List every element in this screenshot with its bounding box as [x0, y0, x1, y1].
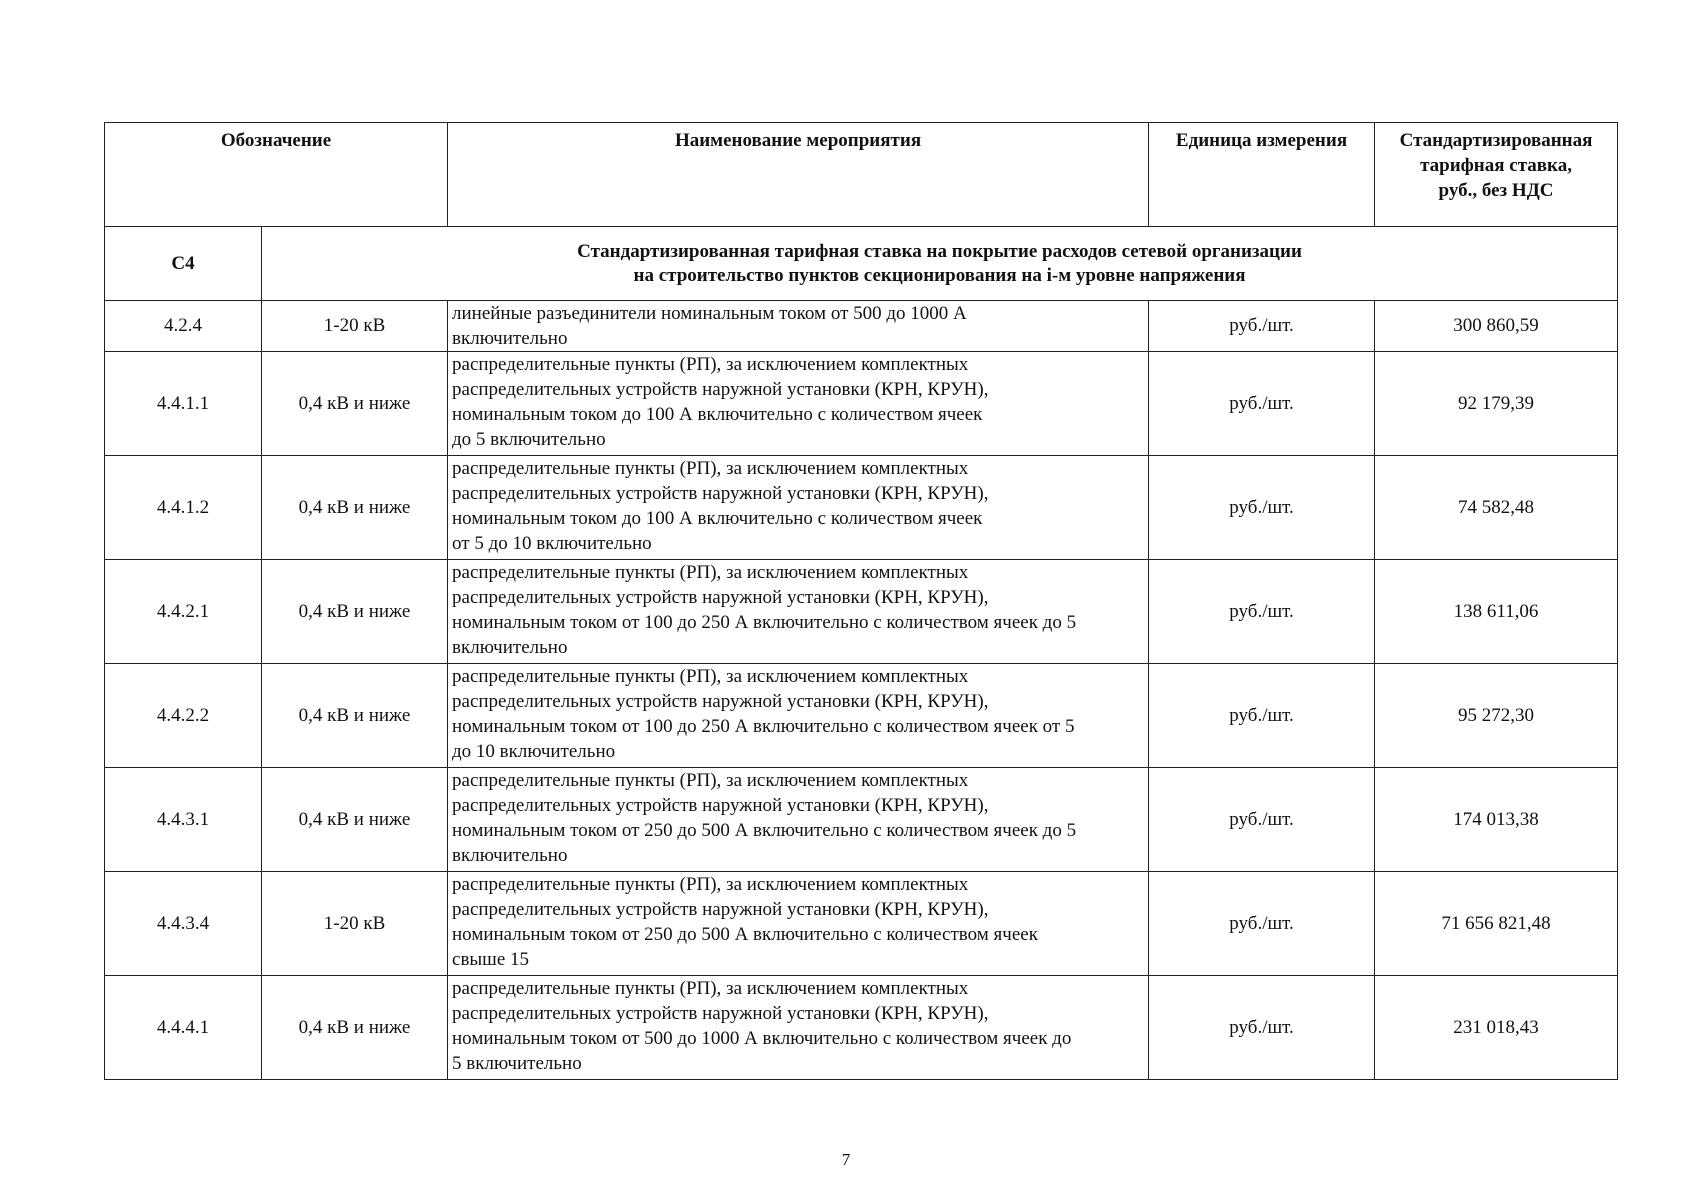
- table-row: [105, 352, 1618, 456]
- row-name-line: линейные разъединители номинальным током от 500 до 1000 А: [452, 303, 967, 324]
- row-unit: руб./шт.: [1149, 352, 1375, 456]
- row-name-line: распределительных устройств наружной установки (КРН, КРУН),: [452, 483, 989, 504]
- row-unit: руб./шт.: [1149, 976, 1375, 1080]
- row-voltage: 0,4 кВ и ниже: [262, 768, 448, 872]
- table-row: [105, 664, 1618, 768]
- row-rate: 300 860,59: [1375, 301, 1618, 352]
- row-voltage: 0,4 кВ и ниже: [262, 664, 448, 768]
- row-name: [448, 352, 1149, 456]
- row-name-line: номинальным током от 250 до 500 А включительно с количеством ячеек: [452, 924, 1038, 945]
- section-title: [262, 227, 1618, 301]
- row-name-line: номинальным током до 100 А включительно с количеством ячеек: [452, 404, 983, 425]
- row-name-line: свыше 15: [452, 949, 529, 970]
- row-rate: 71 656 821,48: [1375, 872, 1618, 976]
- row-name: [448, 560, 1149, 664]
- row-voltage: 1-20 кВ: [262, 872, 448, 976]
- row-name-line: распределительные пункты (РП), за исключением комплектных: [452, 562, 969, 583]
- table-row: [105, 301, 1618, 352]
- row-name-line: до 10 включительно: [452, 741, 616, 762]
- row-name-line: номинальным током от 500 до 1000 А включительно с количеством ячеек до: [452, 1028, 1072, 1049]
- header-row: [105, 123, 1618, 227]
- table-row: [105, 976, 1618, 1080]
- row-name-line: 5 включительно: [452, 1053, 582, 1074]
- header-event-name: Наименование мероприятия: [448, 123, 1149, 227]
- row-name: [448, 664, 1149, 768]
- row-name: [448, 456, 1149, 560]
- tariff-table: [104, 122, 1618, 1080]
- header-designation: Обозначение: [105, 123, 448, 227]
- row-code: 4.4.2.2: [105, 664, 262, 768]
- table-row: [105, 768, 1618, 872]
- row-name-line: номинальным током до 100 А включительно с количеством ячеек: [452, 508, 983, 529]
- row-name: [448, 872, 1149, 976]
- row-name-line: распределительные пункты (РП), за исключением комплектных: [452, 978, 969, 999]
- row-rate: 74 582,48: [1375, 456, 1618, 560]
- row-name-line: распределительные пункты (РП), за исключением комплектных: [452, 354, 969, 375]
- row-name-line: включительно: [452, 845, 568, 866]
- row-voltage: 0,4 кВ и ниже: [262, 976, 448, 1080]
- row-name-line: распределительных устройств наружной установки (КРН, КРУН),: [452, 1003, 989, 1024]
- table-row: [105, 456, 1618, 560]
- row-code: 4.2.4: [105, 301, 262, 352]
- row-voltage: 0,4 кВ и ниже: [262, 456, 448, 560]
- row-name-line: распределительных устройств наружной установки (КРН, КРУН),: [452, 587, 989, 608]
- row-rate: 231 018,43: [1375, 976, 1618, 1080]
- row-voltage: 1-20 кВ: [262, 301, 448, 352]
- row-unit: руб./шт.: [1149, 301, 1375, 352]
- row-code: 4.4.1.2: [105, 456, 262, 560]
- row-rate: 174 013,38: [1375, 768, 1618, 872]
- row-rate: 92 179,39: [1375, 352, 1618, 456]
- section-code: С4: [105, 227, 262, 301]
- row-name: [448, 301, 1149, 352]
- row-name-line: распределительные пункты (РП), за исключением комплектных: [452, 458, 969, 479]
- row-name-line: распределительные пункты (РП), за исключением комплектных: [452, 874, 969, 895]
- row-voltage: 0,4 кВ и ниже: [262, 352, 448, 456]
- section-title-line1: Стандартизированная тарифная ставка на покрытие расходов сетевой организации: [577, 240, 1302, 262]
- row-unit: руб./шт.: [1149, 560, 1375, 664]
- row-name-line: от 5 до 10 включительно: [452, 533, 652, 554]
- row-rate: 95 272,30: [1375, 664, 1618, 768]
- row-voltage: 0,4 кВ и ниже: [262, 560, 448, 664]
- row-name-line: включительно: [452, 637, 568, 658]
- row-unit: руб./шт.: [1149, 456, 1375, 560]
- row-code: 4.4.3.4: [105, 872, 262, 976]
- header-rate-line2: тарифная ставка,: [1420, 155, 1572, 176]
- row-name-line: до 5 включительно: [452, 429, 606, 450]
- row-name-line: номинальным током от 100 до 250 А включительно с количеством ячеек до 5: [452, 612, 1077, 633]
- row-name: [448, 976, 1149, 1080]
- row-code: 4.4.2.1: [105, 560, 262, 664]
- page-number: 7: [841, 1150, 851, 1169]
- row-name-line: номинальным током от 250 до 500 А включительно с количеством ячеек до 5: [452, 820, 1077, 841]
- row-unit: руб./шт.: [1149, 768, 1375, 872]
- row-name-line: распределительных устройств наружной установки (КРН, КРУН),: [452, 899, 989, 920]
- section-row: [105, 227, 1618, 301]
- table-row: [105, 872, 1618, 976]
- row-name-line: номинальным током от 100 до 250 А включительно с количеством ячеек от 5: [452, 716, 1075, 737]
- row-name-line: распределительных устройств наружной установки (КРН, КРУН),: [452, 691, 989, 712]
- section-title-line2: на строительство пунктов секционирования на i-м уровне напряжения: [633, 264, 1246, 286]
- row-name: [448, 768, 1149, 872]
- row-rate: 138 611,06: [1375, 560, 1618, 664]
- header-rate-line3: руб., без НДС: [1438, 180, 1554, 201]
- row-unit: руб./шт.: [1149, 664, 1375, 768]
- header-unit: Единица измерения: [1149, 123, 1375, 227]
- row-name-line: распределительных устройств наружной установки (КРН, КРУН),: [452, 795, 989, 816]
- row-code: 4.4.4.1: [105, 976, 262, 1080]
- header-rate: [1375, 123, 1618, 227]
- row-name-line: включительно: [452, 328, 568, 349]
- header-rate-line1: Стандартизированная: [1399, 130, 1593, 151]
- row-name-line: распределительных устройств наружной установки (КРН, КРУН),: [452, 379, 989, 400]
- row-name-line: распределительные пункты (РП), за исключением комплектных: [452, 770, 969, 791]
- row-code: 4.4.3.1: [105, 768, 262, 872]
- table-row: [105, 560, 1618, 664]
- row-code: 4.4.1.1: [105, 352, 262, 456]
- row-unit: руб./шт.: [1149, 872, 1375, 976]
- row-name-line: распределительные пункты (РП), за исключением комплектных: [452, 666, 969, 687]
